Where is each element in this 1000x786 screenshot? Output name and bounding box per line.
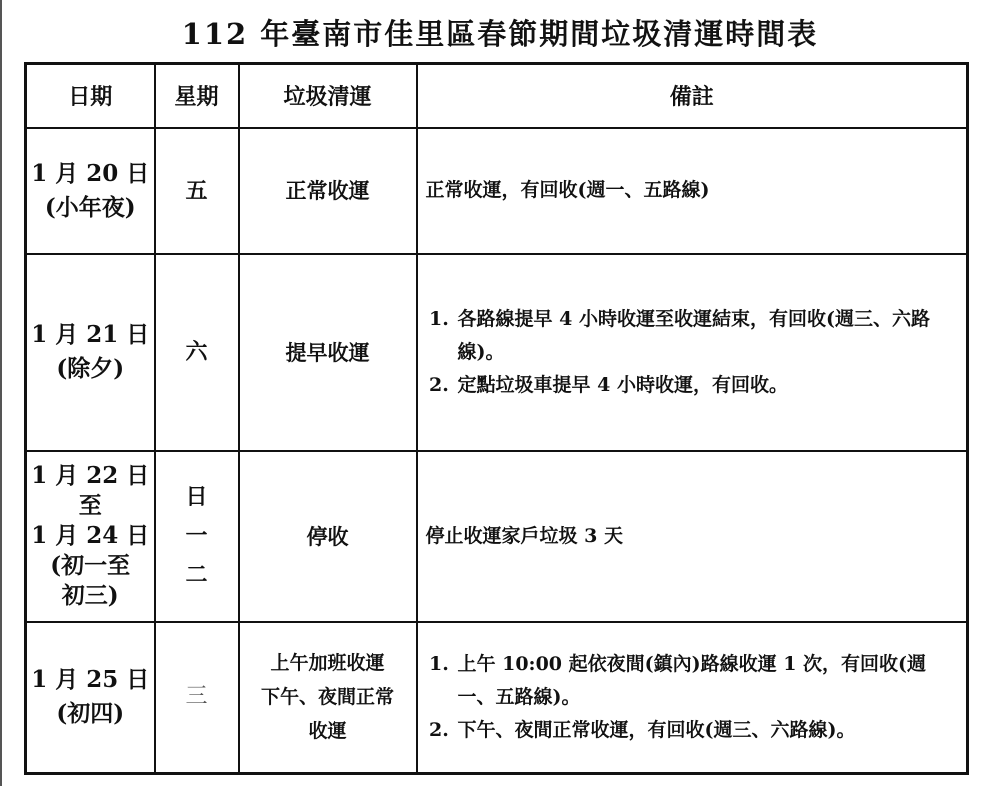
notes-cell xyxy=(417,128,968,254)
notes-cell xyxy=(417,254,968,451)
notes-cell xyxy=(417,451,968,622)
service-label: 停收 xyxy=(306,523,349,549)
service-label: 提早收運 xyxy=(285,339,370,365)
header-weekday: 星期 xyxy=(155,64,239,128)
weekday-cell xyxy=(155,622,239,774)
service-label: 上午加班收運 xyxy=(270,652,385,675)
header-notes: 備註 xyxy=(417,64,968,128)
weekday-label: 日 xyxy=(185,483,208,510)
weekday-cell xyxy=(155,128,239,254)
service-label: 下午、夜間正常 xyxy=(260,686,394,709)
weekday-label: 一 xyxy=(185,522,208,549)
date-line: 1 月 21 日 xyxy=(31,321,150,348)
service-label: 收運 xyxy=(308,720,347,743)
service-cell xyxy=(239,451,417,622)
date-line: (初一至 xyxy=(50,552,131,579)
weekday-label: 三 xyxy=(185,684,208,710)
date-line: 1 月 22 日 xyxy=(31,462,150,489)
note-text: 正常收運，有回收(週一、五路線) xyxy=(425,179,710,201)
notes-cell xyxy=(417,622,968,774)
header-service: 垃圾清運 xyxy=(239,64,417,128)
date-line: 1 月 24 日 xyxy=(31,522,150,549)
date-line: 初三) xyxy=(61,582,119,609)
bottom-edge xyxy=(0,778,1000,786)
note-item: 1. 上午 10:00 起依夜間(鎮內)路線收運 1 次，有回收(週一、五路線)。 xyxy=(456,648,953,714)
weekday-cell xyxy=(155,254,239,451)
date-line: (小年夜) xyxy=(44,193,136,221)
page-title: 112 年臺南市佳里區春節期間垃圾清運時間表 xyxy=(181,17,819,51)
service-cell xyxy=(239,254,417,451)
date-line: (初四) xyxy=(56,700,125,728)
page-left-edge xyxy=(0,0,2,786)
weekday-label: 二 xyxy=(185,561,208,588)
note-item: 2. 定點垃圾車提早 4 小時收運，有回收。 xyxy=(456,369,953,402)
date-cell xyxy=(26,622,155,774)
date-line: 1 月 20 日 xyxy=(31,159,150,187)
date-cell xyxy=(26,451,155,622)
weekday-label: 六 xyxy=(185,339,208,365)
date-cell xyxy=(26,128,155,254)
service-label: 正常收運 xyxy=(285,178,370,203)
note-text: 停止收運家戶垃圾 3 天 xyxy=(425,524,623,547)
note-item: 1. 各路線提早 4 小時收運至收運結束，有回收(週三、六路線)。 xyxy=(456,303,953,369)
date-line: 1 月 25 日 xyxy=(31,666,150,694)
service-cell xyxy=(239,622,417,774)
date-line: (除夕) xyxy=(56,355,125,382)
notes-list xyxy=(426,648,953,747)
table-row xyxy=(26,451,968,622)
schedule-table xyxy=(24,62,969,775)
weekday-cell xyxy=(155,451,239,622)
service-cell xyxy=(239,128,417,254)
notes-list xyxy=(426,303,953,402)
header-row xyxy=(26,64,968,128)
table-row xyxy=(26,622,968,774)
note-item: 2. 下午、夜間正常收運，有回收(週三、六路線)。 xyxy=(456,714,953,747)
table-row xyxy=(26,128,968,254)
table-row xyxy=(26,254,968,451)
date-line: 至 xyxy=(78,492,102,519)
date-cell xyxy=(26,254,155,451)
header-date: 日期 xyxy=(26,64,155,128)
weekday-label: 五 xyxy=(185,177,208,204)
